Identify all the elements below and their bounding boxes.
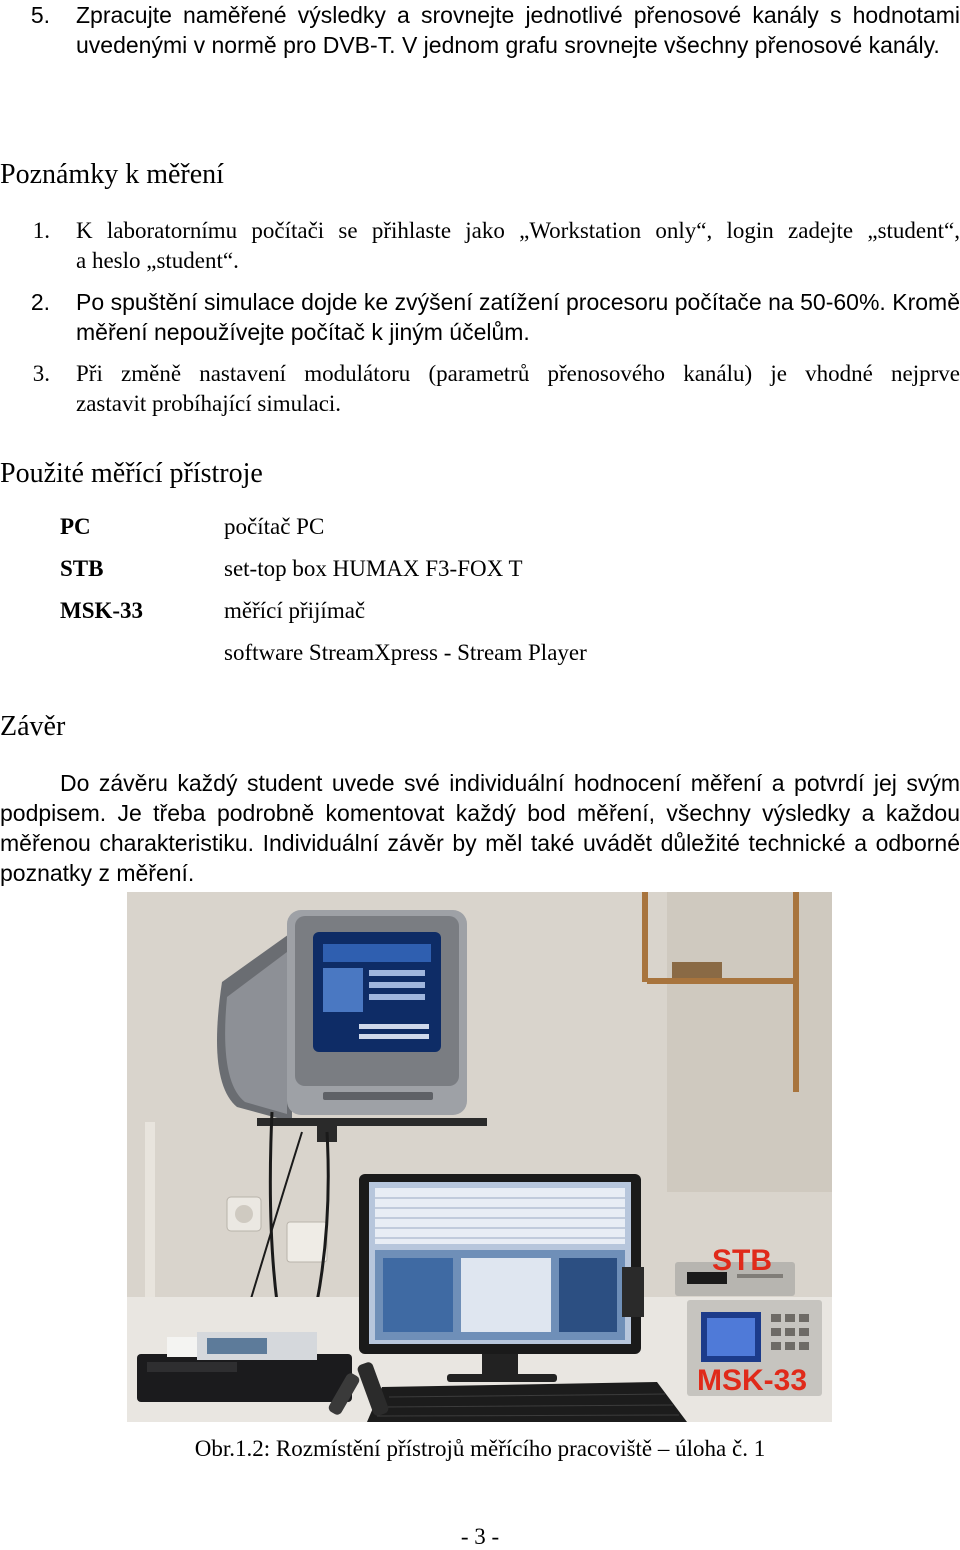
instrument-row <box>60 598 760 640</box>
msk-photo-label: MSK-33 <box>697 1364 808 1397</box>
note-number-3: 3. <box>32 361 50 386</box>
conclusion-paragraph <box>0 768 960 888</box>
note-3-line-2: zastavit probíhající simulaci. <box>76 391 342 416</box>
instruments-list <box>60 514 760 682</box>
note-number-2: 2. <box>30 289 50 315</box>
conclusion-heading: Závěr <box>0 711 66 742</box>
task-item-5 <box>0 0 960 60</box>
note-item-2 <box>0 287 960 347</box>
instrument-code: PC <box>60 514 91 539</box>
note-2-line-2: měření nepoužívejte počítač k jiným účelům. <box>76 319 530 345</box>
task-number: 5. <box>30 2 50 28</box>
note-item-3 <box>0 359 960 419</box>
task-line-1: Zpracujte naměřené výsledky a srovnejte jednotlivé přenosové kanály s hodnotami <box>76 2 960 28</box>
instrument-description: software StreamXpress - Stream Player <box>224 640 587 665</box>
instrument-description: set-top box HUMAX F3-FOX T <box>224 556 523 581</box>
instrument-description: počítač PC <box>224 514 325 539</box>
notes-heading: Poznámky k měření <box>0 159 224 190</box>
task-line-2: uvedenými v normě pro DVB-T. V jednom grafu srovnejte všechny přenosové kanály. <box>76 32 940 58</box>
note-2-line-1: Po spuštění simulace dojde ke zvýšení zatížení procesoru počítače na 50-60%. Kromě <box>76 289 960 315</box>
note-1-line-1: K laboratornímu počítači se přihlaste jako „Workstation only“, login zadejte „student“, <box>76 218 960 243</box>
workstation-photo <box>127 892 832 1422</box>
note-3-line-1: Při změně nastavení modulátoru (parametrů přenosového kanálu) je vhodné nejprve <box>76 361 960 386</box>
workstation-photo-illustration <box>127 892 832 1422</box>
instrument-code: STB <box>60 556 104 581</box>
figure-caption: Obr.1.2: Rozmístění přístrojů měřícího pracoviště – úloha č. 1 <box>194 1436 766 1461</box>
instrument-row <box>60 514 760 556</box>
conclusion-line-2: podpisem. Je třeba podrobně komentovat každý bod měření, všechny výsledky a každou <box>0 800 960 826</box>
stb-photo-label: STB <box>712 1244 772 1277</box>
instrument-description: měřící přijímač <box>224 598 366 623</box>
instruments-heading: Použité měřící přístroje <box>0 458 263 489</box>
instrument-row <box>60 556 760 598</box>
conclusion-line-3: měřenou charakteristiku. Individuální závěr by měl také uvádět důležité technické a odborné <box>0 830 960 856</box>
conclusion-line-4: poznatky z měření. <box>0 860 195 886</box>
note-item-1 <box>0 216 960 276</box>
page-number: - 3 - <box>460 1524 500 1549</box>
instrument-code: MSK-33 <box>60 598 144 623</box>
conclusion-line-1: Do závěru každý student uvede své individuální hodnocení měření a potvrdí jej svým <box>60 770 960 796</box>
instrument-row <box>60 640 760 682</box>
note-1-line-2: a heslo „student“. <box>76 248 239 273</box>
note-number-1: 1. <box>32 218 50 243</box>
